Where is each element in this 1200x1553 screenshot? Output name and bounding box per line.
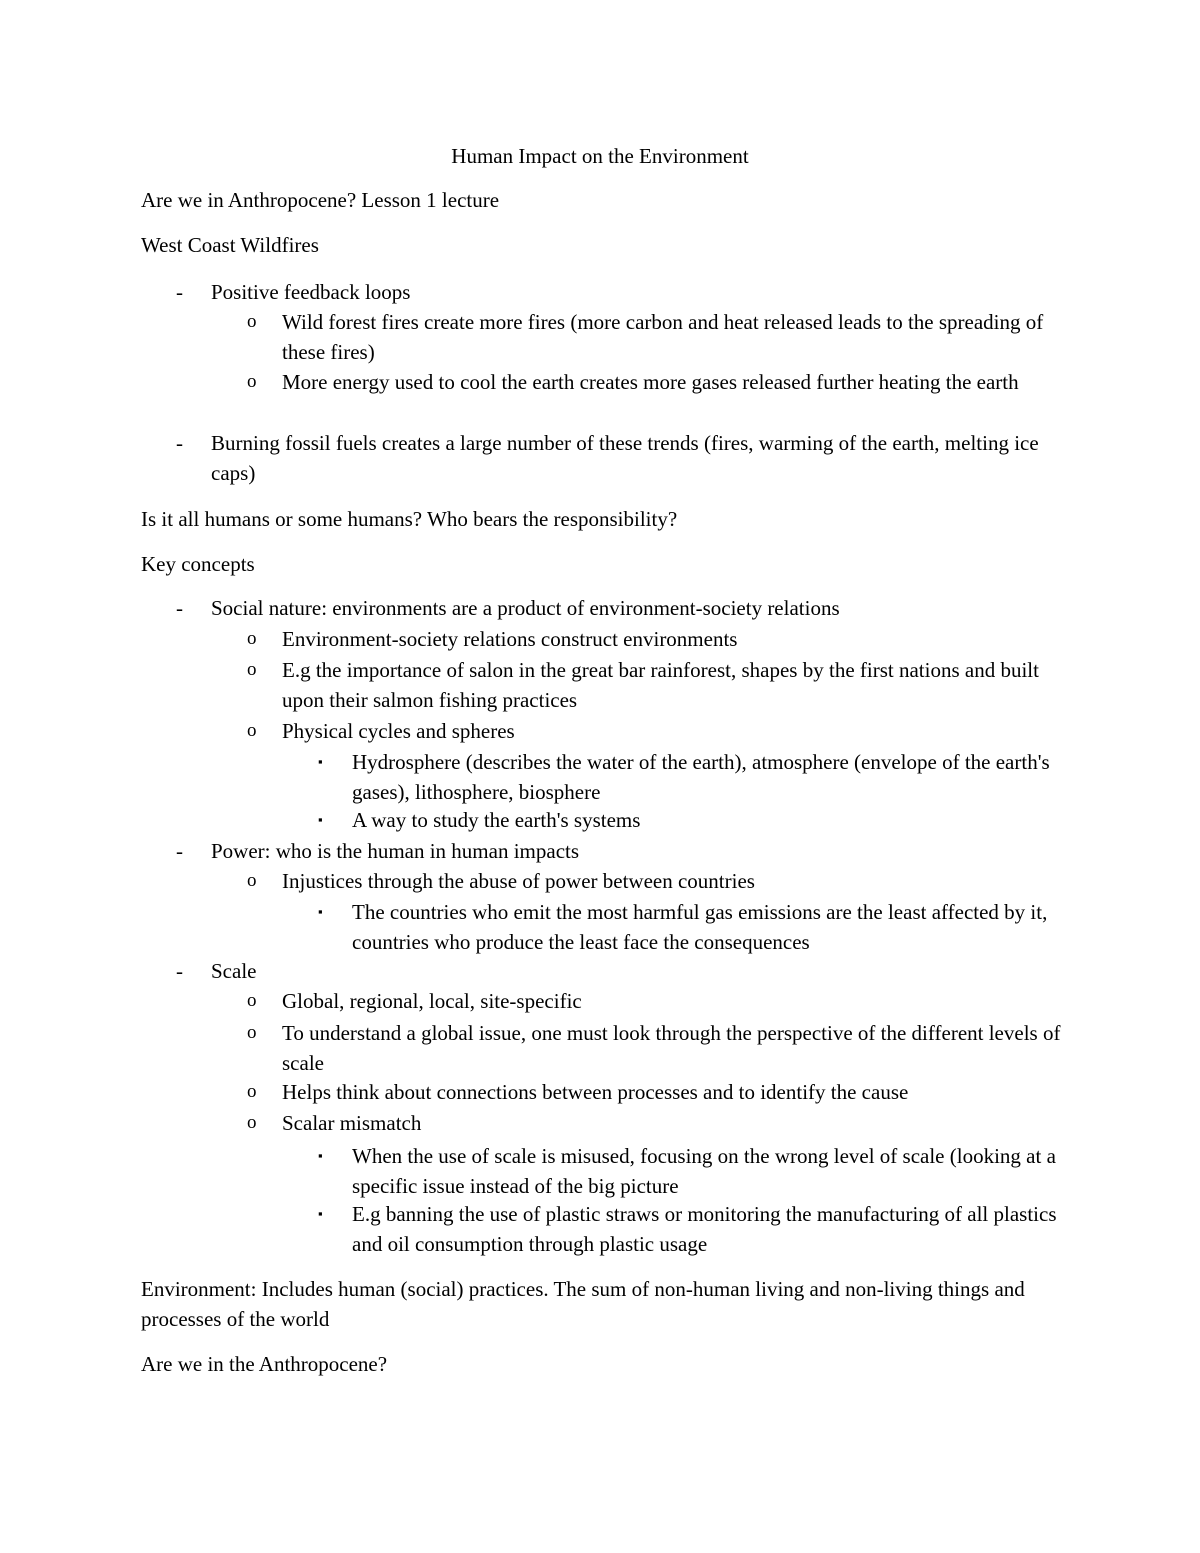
closing-question: Are we in the Anthropocene? [141, 1352, 388, 1376]
dash-marker: - [176, 280, 183, 304]
dash-marker: - [176, 959, 183, 983]
environment-definition: Environment: Includes human (social) practices. The sum of non-human living and non-living things and processes of the world [141, 1277, 1025, 1331]
square-marker: ▪ [318, 1148, 323, 1163]
bullet-text: Burning fossil fuels creates a large number of these trends (fires, warming of the earth, melting ice caps) [211, 431, 1039, 485]
circle-marker: o [247, 311, 257, 332]
circle-marker: o [247, 1022, 257, 1043]
bullet-text: The countries who emit the most harmful gas emissions are the least affected by it, countries who produce the least face the consequences [352, 900, 1048, 954]
bullet-text: A way to study the earth's systems [352, 808, 641, 832]
bullet-text: Scale [211, 959, 257, 983]
circle-marker: o [247, 870, 257, 891]
circle-marker: o [247, 371, 257, 392]
circle-marker: o [247, 659, 257, 680]
bullet-text: Positive feedback loops [211, 280, 411, 304]
dash-marker: - [176, 431, 183, 455]
dash-marker: - [176, 596, 183, 620]
bullet-text: To understand a global issue, one must look through the perspective of the different levels of scale [282, 1021, 1061, 1075]
section-heading-key-concepts: Key concepts [141, 552, 255, 576]
square-marker: ▪ [318, 1206, 323, 1221]
bullet-text: Physical cycles and spheres [282, 719, 515, 743]
bullet-text: Environment-society relations construct environments [282, 627, 738, 651]
circle-marker: o [247, 990, 257, 1011]
bullet-text: Injustices through the abuse of power between countries [282, 869, 755, 893]
responsibility-question: Is it all humans or some humans? Who bears the responsibility? [141, 507, 678, 531]
lecture-subtitle: Are we in Anthropocene? Lesson 1 lecture [141, 188, 500, 212]
circle-marker: o [247, 1081, 257, 1102]
section-heading-wildfires: West Coast Wildfires [141, 233, 319, 257]
square-marker: ▪ [318, 754, 323, 769]
bullet-text: Hydrosphere (describes the water of the earth), atmosphere (envelope of the earth's gases), lithosphere, biosphere [352, 750, 1050, 804]
bullet-text: When the use of scale is misused, focusing on the wrong level of scale (looking at a specific issue instead of the big picture [352, 1144, 1056, 1198]
circle-marker: o [247, 720, 257, 741]
bullet-text: Power: who is the human in human impacts [211, 839, 580, 863]
bullet-text: E.g the importance of salon in the great bar rainforest, shapes by the first nations and built upon their salmon fishing practices [282, 658, 1039, 712]
square-marker: ▪ [318, 812, 323, 827]
bullet-text: E.g banning the use of plastic straws or monitoring the manufacturing of all plastics and oil consumption through plastic usage [352, 1202, 1057, 1256]
bullet-text: More energy used to cool the earth creates more gases released further heating the earth [282, 370, 1019, 394]
bullet-text: Helps think about connections between processes and to identify the cause [282, 1080, 909, 1104]
circle-marker: o [247, 628, 257, 649]
bullet-text: Social nature: environments are a product of environment-society relations [211, 596, 840, 620]
square-marker: ▪ [318, 904, 323, 919]
document-title: Human Impact on the Environment [451, 144, 749, 168]
bullet-text: Wild forest fires create more fires (more carbon and heat released leads to the spreading of these fires) [282, 310, 1044, 364]
bullet-text: Scalar mismatch [282, 1111, 422, 1135]
dash-marker: - [176, 839, 183, 863]
circle-marker: o [247, 1112, 257, 1133]
bullet-text: Global, regional, local, site-specific [282, 989, 582, 1013]
